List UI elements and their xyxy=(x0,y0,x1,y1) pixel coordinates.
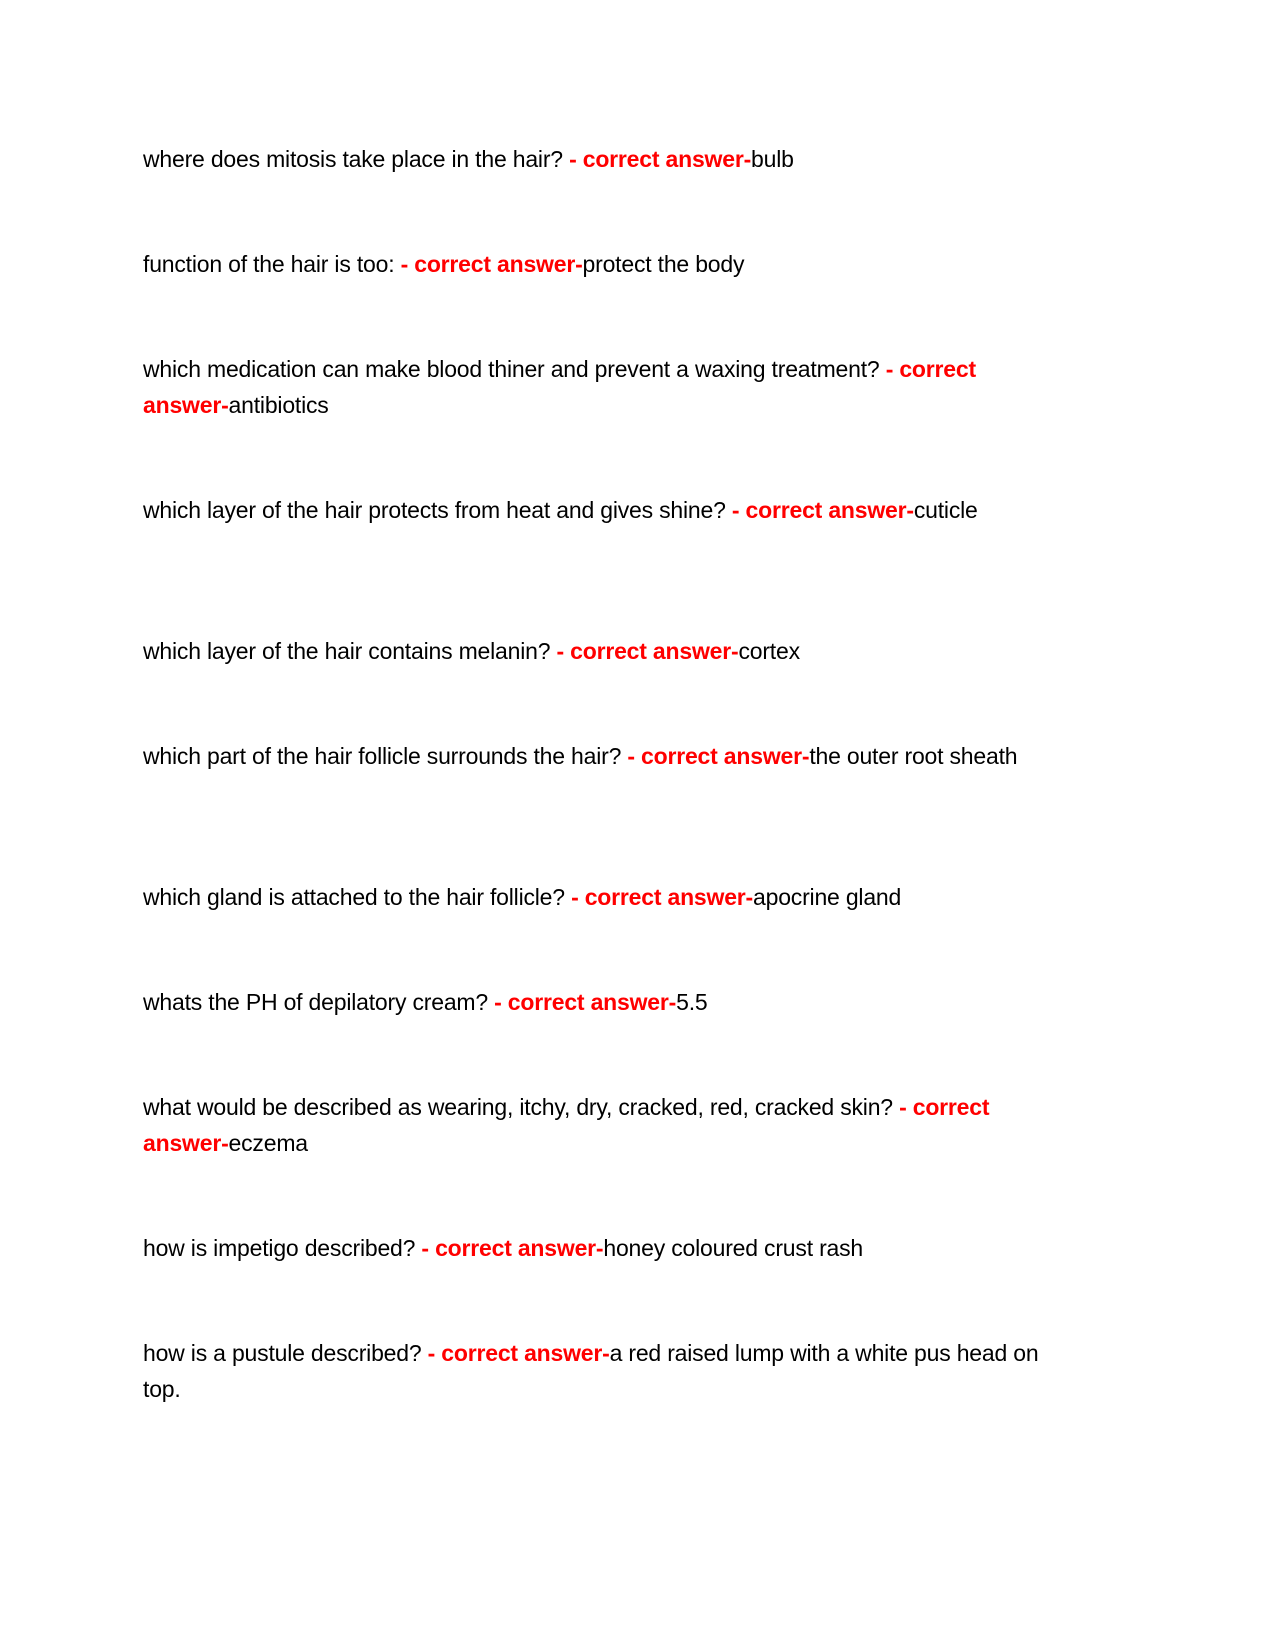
answer-text: a red raised lump with a white pus head on top. xyxy=(143,1340,1039,1402)
correct-answer-label: - correct answer- xyxy=(731,497,914,523)
question-text: where does mitosis take place in the hair? xyxy=(143,146,570,172)
correct-answer-label: - correct answer- xyxy=(571,884,754,910)
question-text: which medication can make blood thiner and prevent a waxing treatment? xyxy=(143,356,886,382)
answer-text: antibiotics xyxy=(228,392,329,418)
question-text: which part of the hair follicle surrounds the hair? xyxy=(143,743,628,769)
correct-answer-label: - correct answer- xyxy=(400,251,583,277)
question-text: what would be described as wearing, itchy, dry, cracked, red, cracked skin? xyxy=(143,1094,900,1120)
answer-text: the outer root sheath xyxy=(809,743,1018,769)
answer-text: 5.5 xyxy=(676,989,708,1015)
correct-answer-label: - correct answer- xyxy=(143,356,976,418)
question-text: which gland is attached to the hair follicle? xyxy=(143,884,572,910)
qa-item xyxy=(143,984,1063,1020)
correct-answer-label: - correct answer- xyxy=(494,989,677,1015)
qa-item xyxy=(143,1089,1063,1161)
answer-text: bulb xyxy=(751,146,794,172)
qa-item xyxy=(143,141,1063,177)
answer-text: apocrine gland xyxy=(753,884,902,910)
correct-answer-label: - correct answer- xyxy=(569,146,752,172)
qa-item xyxy=(143,879,1063,915)
answer-text: eczema xyxy=(228,1130,308,1156)
correct-answer-label: - correct answer- xyxy=(627,743,810,769)
question-text: which layer of the hair protects from heat and gives shine? xyxy=(143,497,732,523)
answer-text: honey coloured crust rash xyxy=(603,1235,864,1261)
qa-item xyxy=(143,633,1063,669)
correct-answer-label: - correct answer- xyxy=(556,638,739,664)
answer-text: cortex xyxy=(738,638,800,664)
qa-item xyxy=(143,351,1063,423)
question-text: function of the hair is too: xyxy=(143,251,401,277)
qa-item xyxy=(143,738,1063,774)
question-text: which layer of the hair contains melanin? xyxy=(143,638,557,664)
qa-item xyxy=(143,246,1063,282)
question-text: how is impetigo described? xyxy=(143,1235,422,1261)
answer-text: cuticle xyxy=(913,497,978,523)
question-text: whats the PH of depilatory cream? xyxy=(143,989,495,1015)
qa-item xyxy=(143,492,1063,528)
answer-text: protect the body xyxy=(582,251,745,277)
qa-item xyxy=(143,1335,1063,1407)
correct-answer-label: - correct answer- xyxy=(143,1094,990,1156)
correct-answer-label: - correct answer- xyxy=(427,1340,610,1366)
qa-item xyxy=(143,1230,1063,1266)
question-text: how is a pustule described? xyxy=(143,1340,428,1366)
correct-answer-label: - correct answer- xyxy=(421,1235,604,1261)
